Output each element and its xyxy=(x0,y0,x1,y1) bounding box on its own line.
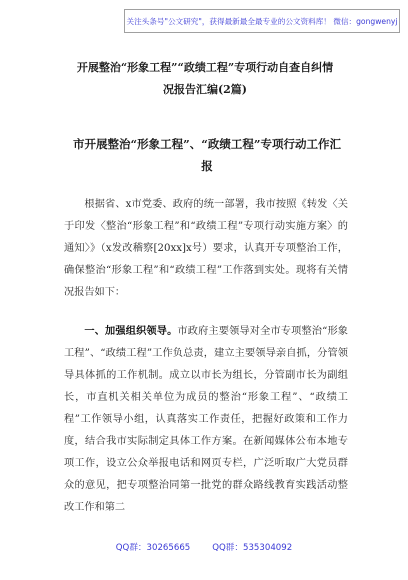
report-title-line-1: 市开展整治“形象工程”、“政绩工程”专项行动工作汇 xyxy=(73,137,341,151)
header-notice-text: 关注头条号"公文研究"，获得最新最全最专业的公文资料库！ 微信：gongwenyj xyxy=(126,16,398,26)
section-1-text: 市政府主要领导对全市专项整治“形象工程”、“政绩工程”工作负总责，建立主要领导亲自抓，分管领导具体抓的工作机制。成立以市长为组长，分管副市长为副组长，市直机关相关单位为成员的整治“形象工程”、“政绩工程”工作领导小组，认真落实工作责任，把握好政策和工作力度，结合我市实际制定具体工作方案。在新闻媒体公布本地专项工作，设立公众举报电话和网页专栏，广泛听取广大党员群众的意见，把专项整治同第一批党的群众路线教育实践活动整改工作和第二 xyxy=(64,326,348,513)
header-notice-box xyxy=(124,9,400,33)
intro-paragraph: 根据省、x市党委、政府的统一部署，我市按照《转发〈关于印发〈整治“形象工程”和“政绩工程”专项行动实施方案〉的通知〉》（x发改稽察[20xx]x号）要求，认真开专项整治工作，确保整治“形象工程”和“政绩工程”工作落到实处。现将有关情况报告如下： xyxy=(64,199,348,298)
report-title xyxy=(48,133,366,177)
section-1-paragraph xyxy=(64,320,348,519)
footer-qq-group-1: QQ群：30265665 xyxy=(115,543,191,553)
document-title-line-1: 开展整治“形象工程”“政绩工程”专项行动自查自纠情 xyxy=(76,61,334,74)
document-title xyxy=(30,57,380,101)
report-title-line-2: 报 xyxy=(201,159,213,173)
footer-qq-group-2: QQ群：535304092 xyxy=(212,543,293,553)
footer-contacts xyxy=(0,541,408,553)
document-title-line-2: 况报告汇编(2篇) xyxy=(162,83,248,96)
section-1-heading: 一、加强组织领导。 xyxy=(84,325,178,337)
